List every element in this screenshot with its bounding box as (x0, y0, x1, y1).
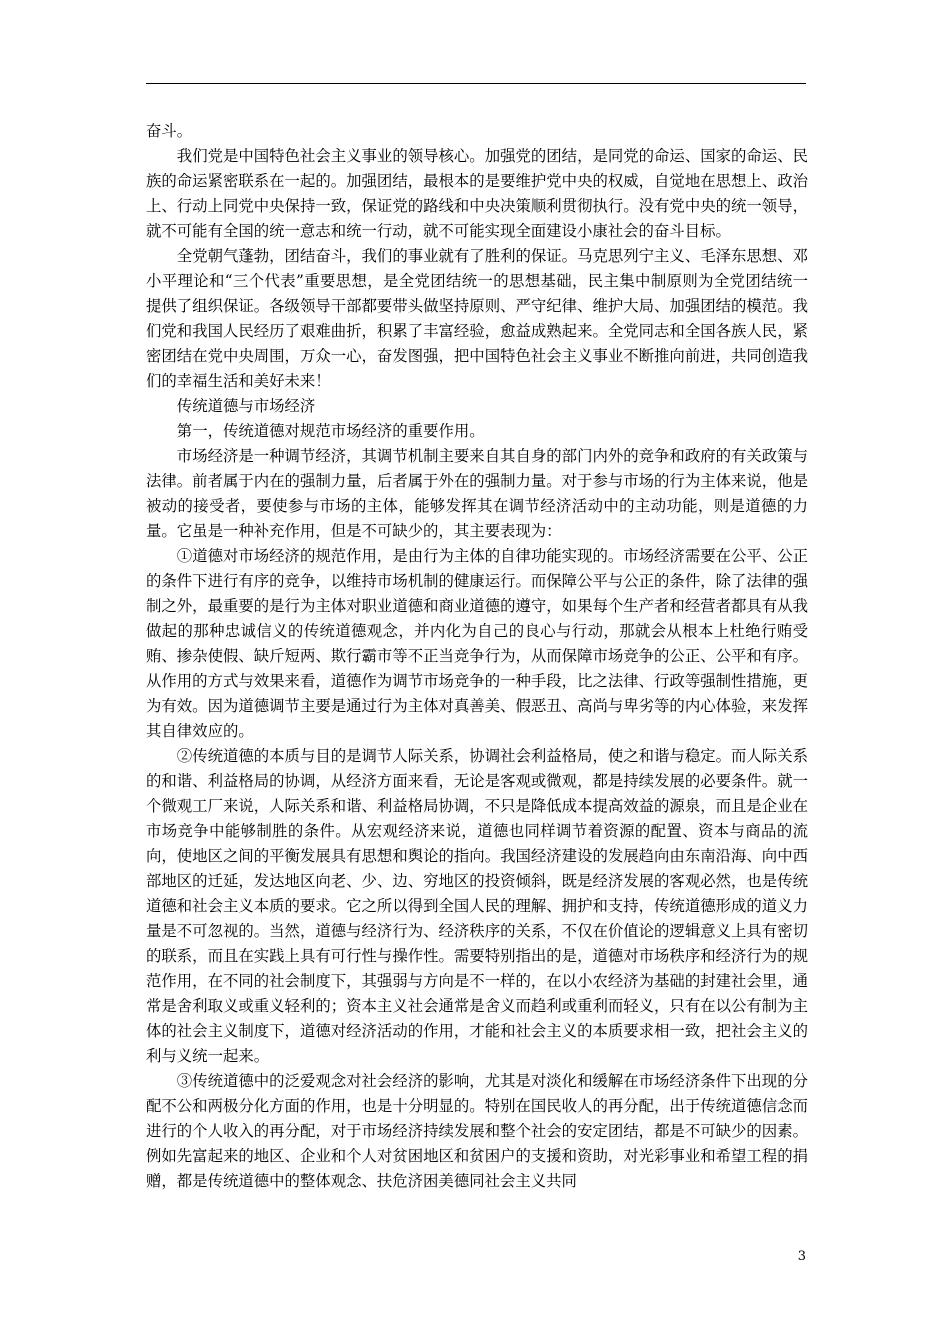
paragraph-point-1: ①道德对市场经济的规范作用，是由行为主体的自律功能实现的。市场经济需要在公平、公正的条件下进行有序的竞争，以维持市场机制的健康运行。而保障公平与公正的条件，除了法律的强制之外，最重要的是行为主体对职业道德和商业道德的遵守，如果每个生产者和经营者都具有从我做起的那种忠诚信义的传统道德观念，并内化为自己的良心与行动，那就会从根本上杜绝行贿受贿、掺杂使假、缺斤短两、欺行霸市等不正当竞争行为，从而保障市场竞争的公正、公平和有序。从作用的方式与效果来看，道德作为调节市场竞争的一种手段，比之法律、行政等强制性措施，更为有效。因为道德调节主要是通过行为主体对真善美、假恶丑、高尚与卑劣等的内心体验，来发挥其自律效应的。 (146, 547, 808, 740)
paragraph-market-regulation: 市场经济是一种调节经济，其调节机制主要来自其自身的部门内外的竞争和政府的有关政策与法律。前者属于内在的强制力量，后者属于外在的强制力量。对于参与市场的行为主体来说，他是被动的接受者，要使参与市场的主体，能够发挥其在调节经济活动中的主动功能，则是道德的力量。它虽是一种补充作用，但是不可缺少的，其主要表现为： (146, 447, 808, 540)
document-body (146, 119, 808, 1194)
header-rule (146, 83, 806, 84)
paragraph-party-leadership: 我们党是中国特色社会主义事业的领导核心。加强党的团结，是同党的命运、国家的命运、民族的命运紧密联系在一起的。加强团结，最根本的是要维护党中央的权威，自觉地在思想上、政治上、行动上同党中央保持一致，保证党的路线和中央决策顺利贯彻执行。没有党中央的统一领导，就不可能有全国的统一意志和统一行动，就不可能实现全面建设小康社会的奋斗目标。 (146, 147, 808, 240)
paragraph-point-3: ③传统道德中的泛爱观念对社会经济的影响，尤其是对淡化和缓解在市场经济条件下出现的分配不公和两极分化方面的作用，也是十分明显的。特别在国民收人的再分配，出于传统道德信念而进行的个人收入的再分配，对于市场经济持续发展和整个社会的安定团结，都是不可缺少的因素。例如先富起来的地区、企业和个人对贫困地区和贫困户的支援和资助，对光彩事业和希望工程的捐赠，都是传统道德中的整体观念、扶危济困美德同社会主义共同 (146, 1072, 808, 1190)
section-heading: 传统道德与市场经济 (176, 397, 316, 415)
paragraph-point-2: ②传统道德的本质与目的是调节人际关系，协调社会利益格局，使之和谐与稳定。而人际关系的和谐、利益格局的协调，从经济方面来看，无论是客观或微观，都是持续发展的必要条件。就一个微观工厂来说，人际关系和谐、利益格局协调，不只是降低成本提高效益的源泉，而且是企业在市场竞争中能够制胜的条件。从宏观经济来说，道德也同样调节着资源的配置、资本与商品的流向，使地区之间的平衡发展具有思想和舆论的指向。我国经济建设的发展趋向由东南沿海、向中西部地区的迁延，发达地区向老、少、边、穷地区的投资倾斜，既是经济发展的客观必然，也是传统道德和社会主义本质的要求。它之所以得到全国人民的理解、拥护和支持，传统道德形成的道义力量是不可忽视的。当然，道德与经济行为、经济秩序的关系，不仅在价值论的逻辑意义上具有密切的联系，而且在实践上具有可行性与操作性。需要特别指出的是，道德对市场秩序和经济行为的规范作用，在不同的社会制度下，其强弱与方向是不一样的，在以小农经济为基础的封建社会里，通常是舍利取义或重义轻利的；资本主义社会通常是舍义而趋利或重利而轻义，只有在以公有制为主体的社会主义制度下，道德对经济活动的作用，才能和社会主义的本质要求相一致，把社会主义的利与义统一起来。 (146, 747, 808, 1065)
paragraph-continuation: 奋斗。 (146, 122, 193, 140)
paragraph-party-unity: 全党朝气蓬勃，团结奋斗，我们的事业就有了胜利的保证。马克思列宁主义、毛泽东思想、邓小平理论和“三个代表”重要思想，是全党团结统一的思想基础，民主集中制原则为全党团结统一提供了组织保证。各级领导干部都要带头做坚持原则、严守纪律、维护大局、加强团结的模范。我们党和我国人民经历了艰难曲折，积累了丰富经验，愈益成熟起来。全党同志和全国各族人民，紧密团结在党中央周围，万众一心，奋发图强，把中国特色社会主义事业不断推向前进，共同创造我们的幸福生活和美好未来！ (146, 247, 808, 390)
page-number: 3 (797, 1249, 806, 1264)
section-subheading: 第一，传统道德对规范市场经济的重要作用。 (176, 422, 485, 440)
